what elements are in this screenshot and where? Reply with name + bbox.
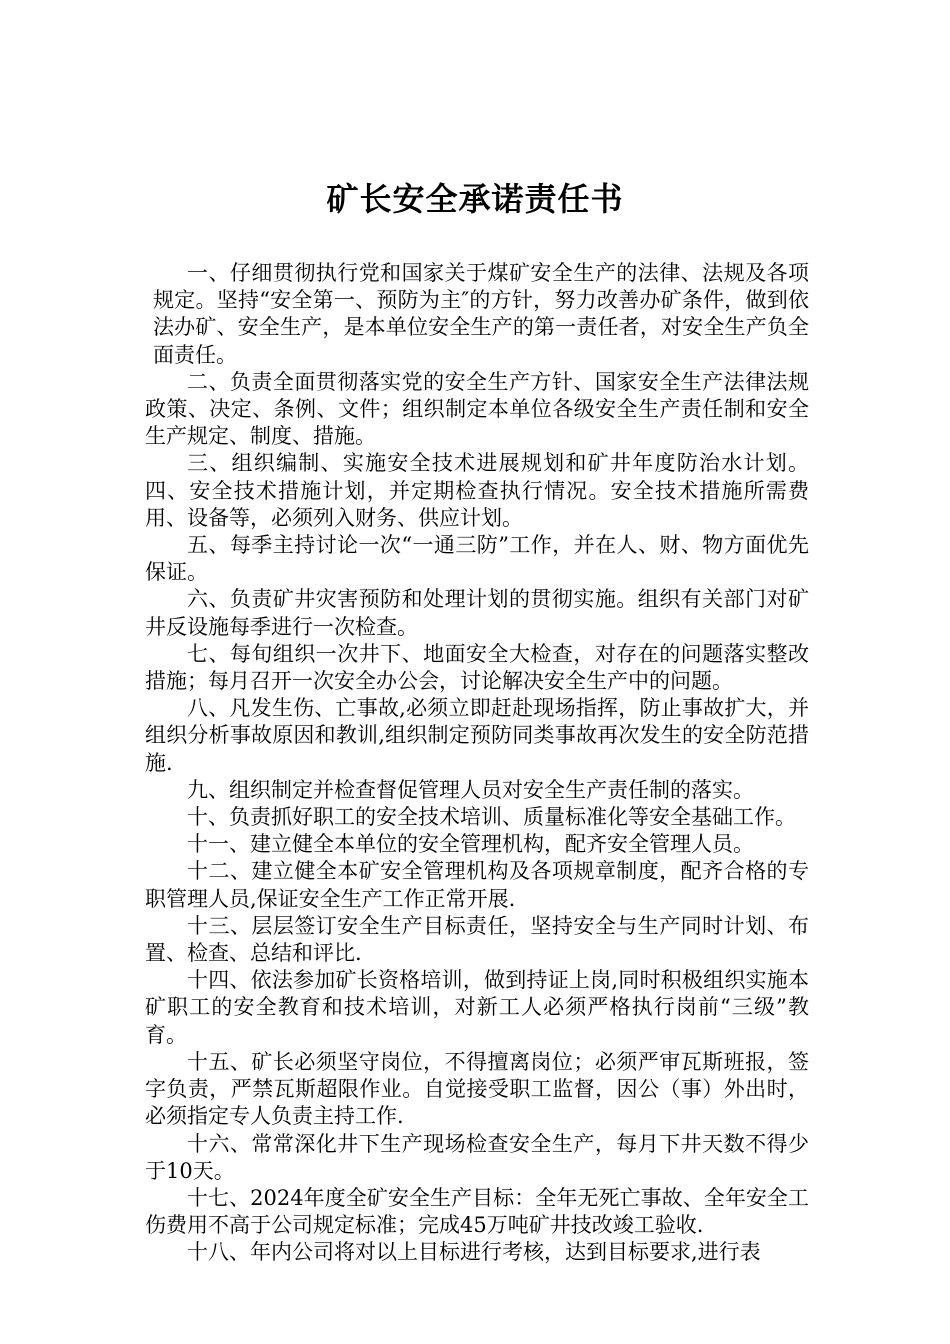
paragraph-2: 二、负责全面贯彻落实党的安全生产方针、国家安全生产法律法规政策、决定、条例、文件；组织制定本单位各级安全生产责任制和安全生产规定、制度、措施。 [145,369,809,449]
paragraph-15: 十五、矿长必须坚守岗位，不得擅离岗位；必须严审瓦斯班报，签字负责，严禁瓦斯超限作业。自觉接受职工监督，因公（事）外出时，必须指定专人负责主持工作. [145,1049,809,1129]
paragraph-5: 五、每季主持讨论一次“一通三防”工作，并在人、财、物方面优先保证。 [145,533,809,585]
paragraph-14: 十四、依法参加矿长资格培训，做到持证上岗,同时积极组织实施本矿职工的安全教育和技术培训，对新工人必须严格执行岗前“三级”教育。 [145,968,809,1047]
paragraph-13: 十三、层层签订安全生产目标责任，坚持安全与生产同时计划、布置、检查、总结和评比. [145,913,809,966]
paragraph-11: 十一、建立健全本单位的安全管理机构，配齐安全管理人员。 [187,832,754,857]
paragraph-12: 十二、建立健全本矿安全管理机构及各项规章制度，配齐合格的专职管理人员,保证安全生产工作正常开展. [145,859,809,911]
document-body [145,260,809,1267]
paragraph-7: 七、每旬组织一次井下、地面安全大检查，对存在的问题落实整改措施；每月召开一次安全办公会，讨论解决安全生产中的问题。 [145,641,809,694]
paragraph-17: 十七、2024年度全矿安全生产目标：全年无死亡事故、全年安全工伤费用不高于公司规定标准；完成45万吨矿井技改竣工验收. [145,1185,809,1238]
paragraph-10: 十、负责抓好职工的安全技术培训、质量标准化等安全基础工作。 [187,805,796,830]
paragraph-6: 六、负责矿井灾害预防和处理计划的贯彻实施。组织有关部门对矿井反设施每季进行一次检查。 [145,587,809,639]
paragraph-16: 十六、常常深化井下生产现场检查安全生产，每月下井天数不得少于10天。 [145,1131,809,1183]
paragraph-18: 十八、年内公司将对以上目标进行考核，达到目标要求,进行表 [187,1240,761,1265]
paragraph-8: 八、凡发生伤、亡事故,必须立即赶赴现场指挥，防止事故扩大，并组织分析事故原因和教训,组织制定预防同类事故再次发生的安全防范措施. [145,696,809,775]
page-title: 矿长安全承诺责任书 [326,180,624,219]
paragraph-3: 三、组织编制、实施安全技术进展规划和矿井年度防治水计划。四、安全技术措施计划，并定期检查执行情况。安全技术措施所需费用、设备等，必须列入财务、供应计划。 [145,451,809,530]
paragraph-9: 九、组织制定并检查督促管理人员对安全生产责任制的落实。 [187,777,754,802]
paragraph-1: 一、仔细贯彻执行党和国家关于煤矿安全生产的法律、法规及各项规定。坚持“安全第一、预防为主″的方针，努力改善办矿条件，做到依法办矿、安全生产，是本单位安全生产的第一责任者，对安全生产负全面责任。 [153,261,809,367]
